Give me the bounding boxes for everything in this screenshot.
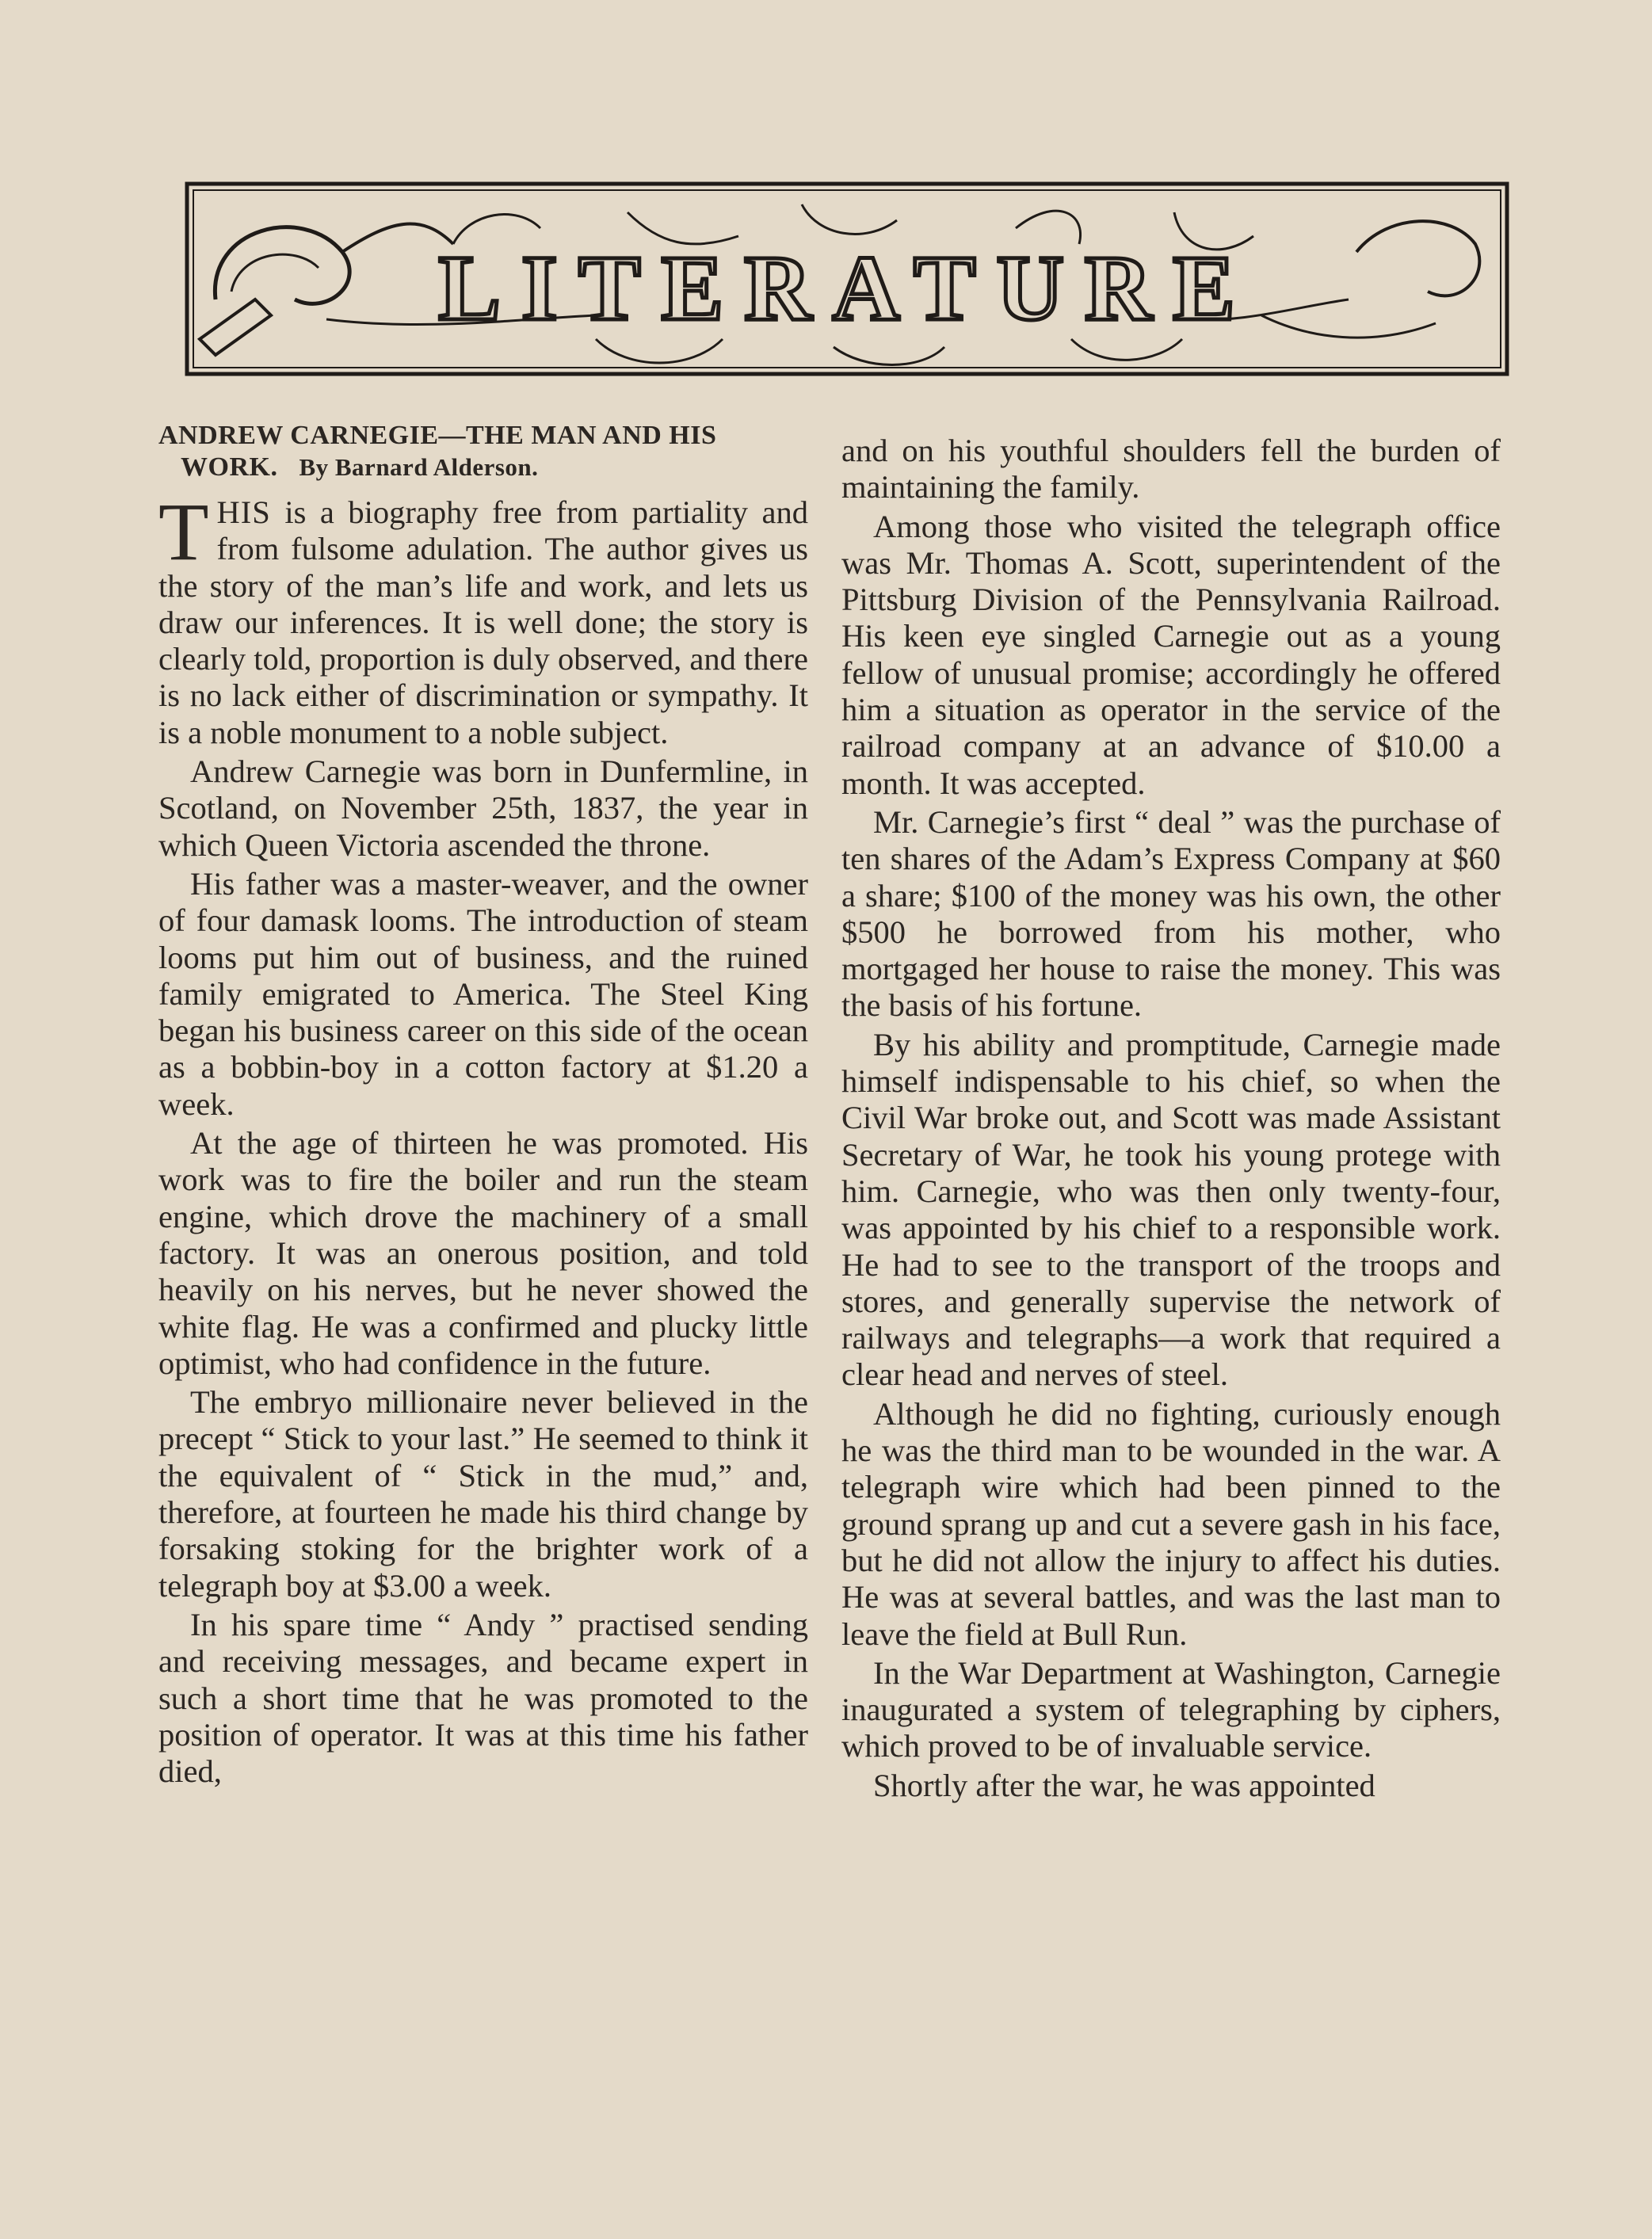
paragraph-thirteen: At the age of thirteen he was promoted. His work was to fire the boiler and run the steam engine, which drove the machinery of a small factory. It was an onerous position, and told heavily on his nerves, but he never showed the white flag. He was a confirmed and plucky little optimist, who had confidence in the future. (158, 1125, 808, 1381)
paragraph-after-war: Shortly after the war, he was appointed (873, 1767, 1375, 1803)
column-left (158, 420, 808, 1792)
paragraph-civil-war: By his ability and promptitude, Carnegie made himself indispensable to his chief, so when the Civil War broke out, and Scott was made Assistant Secretary of War, he took his young protege with him. Carnegie, who was then only twenty-four, was appointed by his chief to a responsible work. He had to see to the transport of the troops and stores, and generally supervise the network of railways and telegraphs—a work that required a clear head and nerves of steel. (841, 1026, 1501, 1393)
literature-header-title: LITERATURE (438, 236, 1256, 340)
column-right (841, 433, 1501, 1806)
literature-header-banner (184, 181, 1510, 379)
paragraph-intro (158, 486, 808, 751)
paragraph-birth: Andrew Carnegie was born in Dunfermline, in Scotland, on November 25th, 1837, the year in which Queen Victoria ascended the throne. (158, 753, 808, 863)
paragraph-intro-text: is a biography free from partiality and from fulsome adulation. The author gives us the story of the man’s life and work, and lets us draw our inferences. It is well done; the story is clearly told, proportion is duly observed, and there is no lack either of discrimination or sympathy. It is a noble monument to a noble subject. (158, 494, 808, 750)
article-title-block (158, 420, 808, 483)
paragraph-spare-time: In his spare time “ Andy ” practised sending and receiving messages, and became expert in such a short time that he was promoted to the position of operator. It was at this time his father died, (158, 1606, 808, 1790)
paragraph-first-deal: Mr. Carnegie’s first “ deal ” was the purchase of ten shares of the Adam’s Express Company at $60 a share; $100 of the money was his own, the other $500 he borrowed from his mother, who mortgaged her house to raise the money. This was the basis of his fortune. (841, 803, 1501, 1024)
article-title: ANDREW CARNEGIE—THE MAN AND HIS WORK. (158, 421, 717, 482)
paragraph-embryo: The embryo millionaire never believed in the precept “ Stick to your last.” He seemed to think it the equivalent of “ Stick in the mud,” and, therefore, at fourteen he made his third change by forsaking stoking for the brighter work of a telegraph boy at $3.00 a week. (158, 1384, 808, 1604)
paragraph-wounded: Although he did no fighting, curiously enough he was the third man to be wounded in the war. A telegraph wire which had been pinned to the ground sprang up and cut a severe gash in his face, but he did not allow the injury to affect his duties. He was at several battles, and was the last man to leave the field at Bull Run. (841, 1395, 1501, 1652)
literature-header-illustration (184, 181, 1510, 379)
article-byline: By Barnard Alderson. (299, 453, 539, 481)
lead-caps: HIS (216, 494, 271, 530)
drop-cap: T (158, 486, 209, 578)
paragraph-father: His father was a master-weaver, and the owner of four damask looms. The introduction of steam looms put him out of business, and the ruined family emigrated to America. The Steel King began his business career on this side of the ocean as a bobbin-boy in a cotton factory at $1.20 a week. (158, 865, 808, 1122)
paragraph-continued: and on his youthful shoulders fell the burden of maintaining the family. (841, 433, 1501, 505)
paragraph-scott: Among those who visited the telegraph office was Mr. Thomas A. Scott, superintendent of the Pittsburg Division of the Pennsylvania Railroad. His keen eye singled Carnegie out as a young fellow of unusual promise; accordingly he offered him a situation as operator in the service of the railroad company at an advance of $10.00 a month. It was accepted. (841, 508, 1501, 801)
paragraph-war-department: In the War Department at Washington, Carnegie inaugurated a system of telegraphing by ciphers, which proved to be of invaluable service. (841, 1654, 1501, 1764)
